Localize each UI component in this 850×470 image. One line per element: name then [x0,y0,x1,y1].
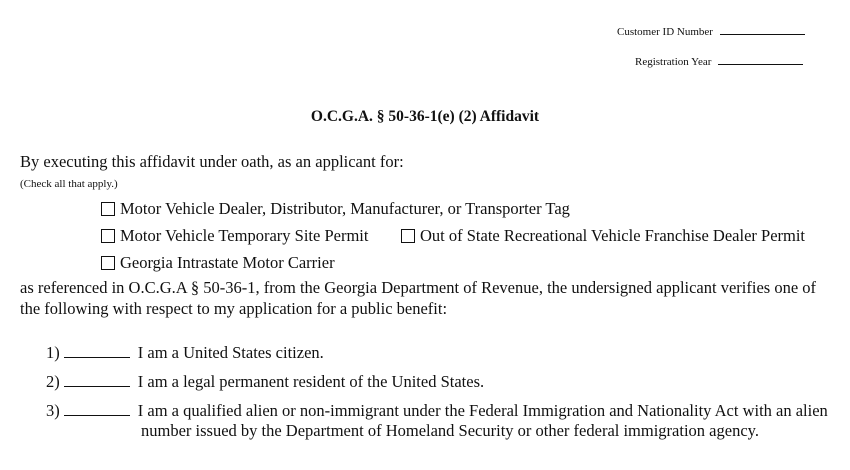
option-temp-site[interactable] [101,226,368,246]
statement-2 [46,372,484,392]
statement-text: I am a United States citizen. [137,343,324,362]
statement-1-blank[interactable] [64,345,130,358]
customer-id-input-line[interactable] [720,24,805,35]
intro-text: By executing this affidavit under oath, as an applicant for: [20,152,404,171]
statement-text: I am a qualified alien or non-immigrant under the Federal Immigration and Nationality Act with an alien [137,401,828,420]
statement-number: 2) [46,372,60,391]
referenced-line-2: the following with respect to my application for a public benefit: [20,299,448,318]
intrastate-label: Georgia Intrastate Motor Carrier [120,253,335,272]
registration-year-input-line[interactable] [718,54,803,65]
statement-1 [46,343,324,363]
statement-2-blank[interactable] [64,374,130,387]
dealer-checkbox[interactable] [101,202,115,216]
referenced-line-1: as referenced in O.C.G.A § 50-36-1, from the Georgia Department of Revenue, the undersigned applicant verifies one of [20,278,817,297]
customer-id-field [617,24,805,38]
option-out-of-state[interactable] [401,226,805,246]
option-dealer[interactable] [101,199,570,219]
registration-year-field [635,54,803,68]
statement-text: I am a legal permanent resident of the United States. [137,372,485,391]
option-intrastate[interactable] [101,253,335,273]
dealer-label: Motor Vehicle Dealer, Distributor, Manufacturer, or Transporter Tag [120,199,570,218]
statement-3-continued: number issued by the Department of Homeland Security or other federal immigration agency. [141,421,759,440]
intrastate-checkbox[interactable] [101,256,115,270]
statement-3-blank[interactable] [64,403,130,416]
temp-site-label: Motor Vehicle Temporary Site Permit [120,226,369,245]
statement-3 [46,401,828,421]
temp-site-checkbox[interactable] [101,229,115,243]
customer-id-label: Customer ID Number [617,26,713,38]
statement-number: 3) [46,401,60,420]
out-of-state-label: Out of State Recreational Vehicle Franchise Dealer Permit [420,226,806,245]
registration-year-label: Registration Year [635,56,712,68]
affidavit-title: O.C.G.A. § 50-36-1(e) (2) Affidavit [310,108,540,125]
out-of-state-checkbox[interactable] [401,229,415,243]
check-note: (Check all that apply.) [20,178,118,190]
statement-number: 1) [46,343,60,362]
